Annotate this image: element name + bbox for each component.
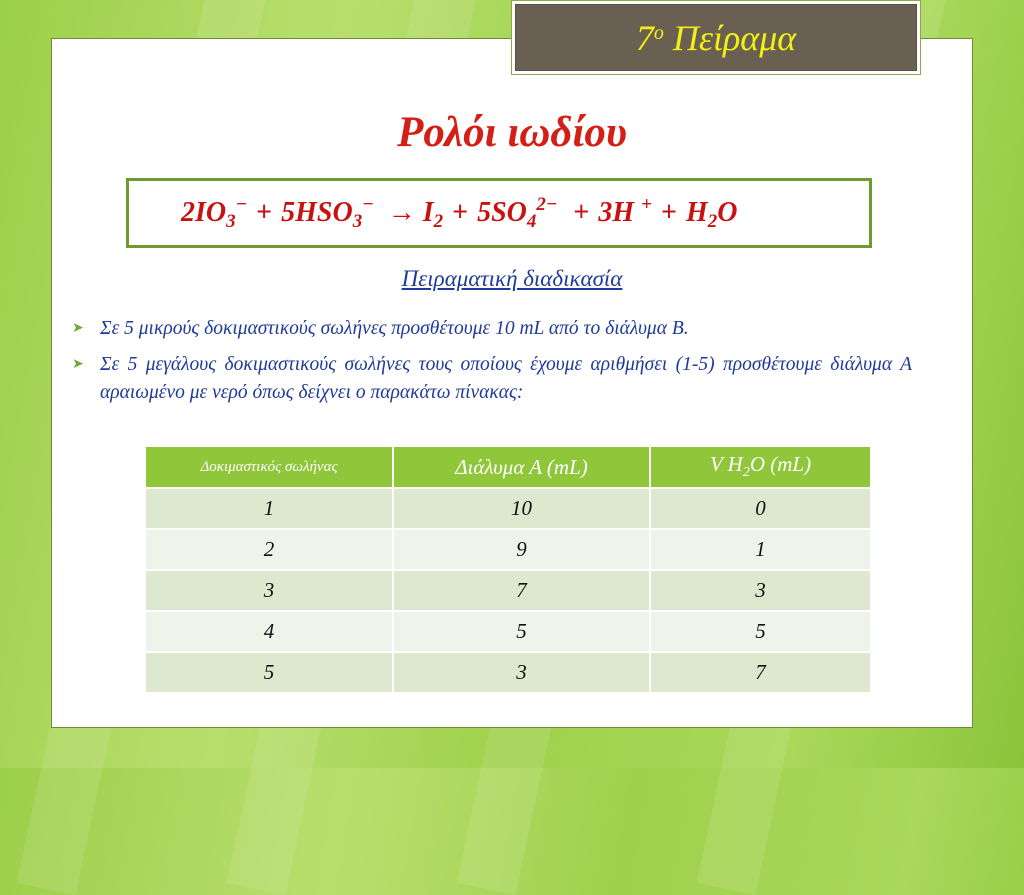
cell-water: 1 [650,529,870,570]
table-row [146,529,870,570]
procedure-heading: Πειραματική διαδικασία [401,266,623,291]
experiment-tag-label [515,4,917,71]
cell-water: 5 [650,611,870,652]
arrowhead-bullet-icon: ➤ [72,357,84,372]
cell-tube: 4 [146,611,393,652]
procedure-steps [70,315,912,415]
cell-tube: 1 [146,488,393,529]
cell-solution-a: 9 [393,529,650,570]
product-water: $H_2O$ [685,197,738,232]
header-solution-a: Διάλυμα Α (mL) [393,447,650,488]
reaction-equation-box [126,178,872,248]
procedure-step-text: Σε 5 μικρούς δοκιμαστικούς σωλήνες προσθέτουμε 10 mL από το διάλυμα Β. [100,318,689,339]
experiment-word: Πείραμα [672,17,797,58]
product-sulfate: $5SO_4^{2-}$ [477,194,558,232]
plus-sign: + [256,197,273,228]
plus-sign: + [660,197,677,228]
product-iodine: $I_2$ [422,197,444,232]
experiment-number: 7 [635,17,654,58]
arrowhead-bullet-icon: ➤ [72,321,84,336]
cell-water: 0 [650,488,870,529]
reactant-bisulfite: $5HSO_3^-$ [281,194,374,232]
table-row [146,488,870,529]
dilution-table [146,447,870,694]
experiment-number-superscript: ο [653,22,664,44]
procedure-step-text: Σε 5 μεγάλους δοκιμαστικούς σωλήνες τους οποίους έχουμε αριθμήσει (1-5) προσθέτουμε διάλυμα Α αραιωμένο με νερό όπως δείχνει ο παρακάτω πίνακας: [100,354,912,403]
plus-sign: + [573,197,590,228]
table-row [146,570,870,611]
cell-tube: 5 [146,652,393,693]
table-header-row [146,447,870,488]
reactant-iodate: $2IO_3^-$ [181,194,248,232]
plus-sign: + [452,197,469,228]
cell-solution-a: 7 [393,570,650,611]
header-water-volume: V $H_2O$ (mL) [650,447,870,488]
procedure-step [70,351,912,407]
cell-tube: 3 [146,570,393,611]
product-hydrogen-ion: 3H + [598,194,652,228]
cell-solution-a: 3 [393,652,650,693]
cell-water: 7 [650,652,870,693]
cell-tube: 2 [146,529,393,570]
cell-solution-a: 5 [393,611,650,652]
reaction-arrow-icon: → [387,197,416,228]
page-title: Ρολόι ιωδίου [397,109,627,156]
experiment-tag [511,0,921,75]
cell-solution-a: 10 [393,488,650,529]
procedure-step [70,315,912,343]
table-row [146,611,870,652]
header-tube: Δοκιμαστικός σωλήνας [146,447,393,488]
cell-water: 3 [650,570,870,611]
table-row [146,652,870,693]
